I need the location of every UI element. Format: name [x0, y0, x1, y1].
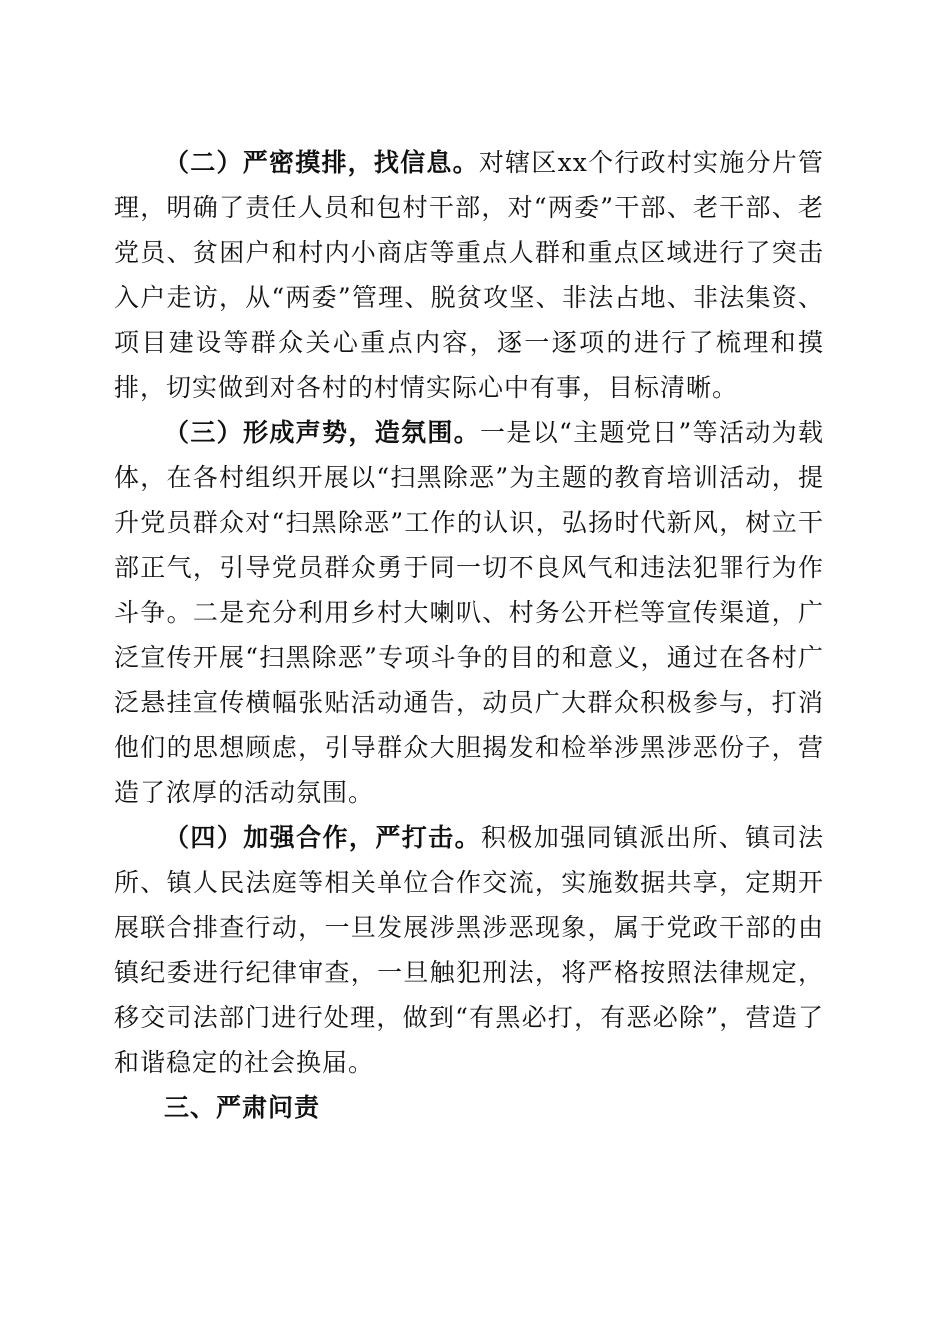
- paragraph-section-four: [114, 815, 824, 1085]
- document-body: [114, 140, 824, 1130]
- section-four-lead: （四）加强合作，严打击。: [164, 823, 481, 852]
- section-two-text: 对辖区xx个行政村实施分片管理，明确了责任人员和包村干部，对“两委”干部、老干部、老党员、贫困户和村内小商店等重点人群和重点区域进行了突击入户走访，从“两委”管理、脱贫攻坚、非法占地、非法集资、项目建设等群众关心重点内容，逐一逐项的进行了梳理和摸排，切实做到对各村的村情实际心中有事，目标清晰。: [114, 148, 824, 402]
- section-two-lead: （二）严密摸排，找信息。: [164, 148, 479, 177]
- section-three-lead: （三）形成声势，造氛围。: [164, 418, 481, 447]
- section-three-text: 一是以“主题党日”等活动为载体，在各村组织开展以“扫黑除恶”为主题的教育培训活动，提升党员群众对“扫黑除恶”工作的认识，弘扬时代新风，树立干部正气，引导党员群众勇于同一切不良风气和违法犯罪行为作斗争。二是充分利用乡村大喇叭、村务公开栏等宣传渠道，广泛宣传开展“扫黑除恶”专项斗争的目的和意义，通过在各村广泛悬挂宣传横幅张贴活动通告，动员广大群众积极参与，打消他们的思想顾虑，引导群众大胆揭发和检举涉黑涉恶份子，营造了浓厚的活动氛围。: [114, 418, 824, 807]
- paragraph-section-two: [114, 140, 824, 410]
- heading-three: 三、严肃问责: [164, 1093, 321, 1122]
- paragraph-section-three: [114, 410, 824, 815]
- section-four-text: 积极加强同镇派出所、镇司法所、镇人民法庭等相关单位合作交流，实施数据共享，定期开展联合排查行动，一旦发展涉黑涉恶现象，属于党政干部的由镇纪委进行纪律审查，一旦触犯刑法，将严格按照法律规定，移交司法部门进行处理，做到“有黑必打，有恶必除”，营造了和谐稳定的社会换届。: [114, 823, 824, 1077]
